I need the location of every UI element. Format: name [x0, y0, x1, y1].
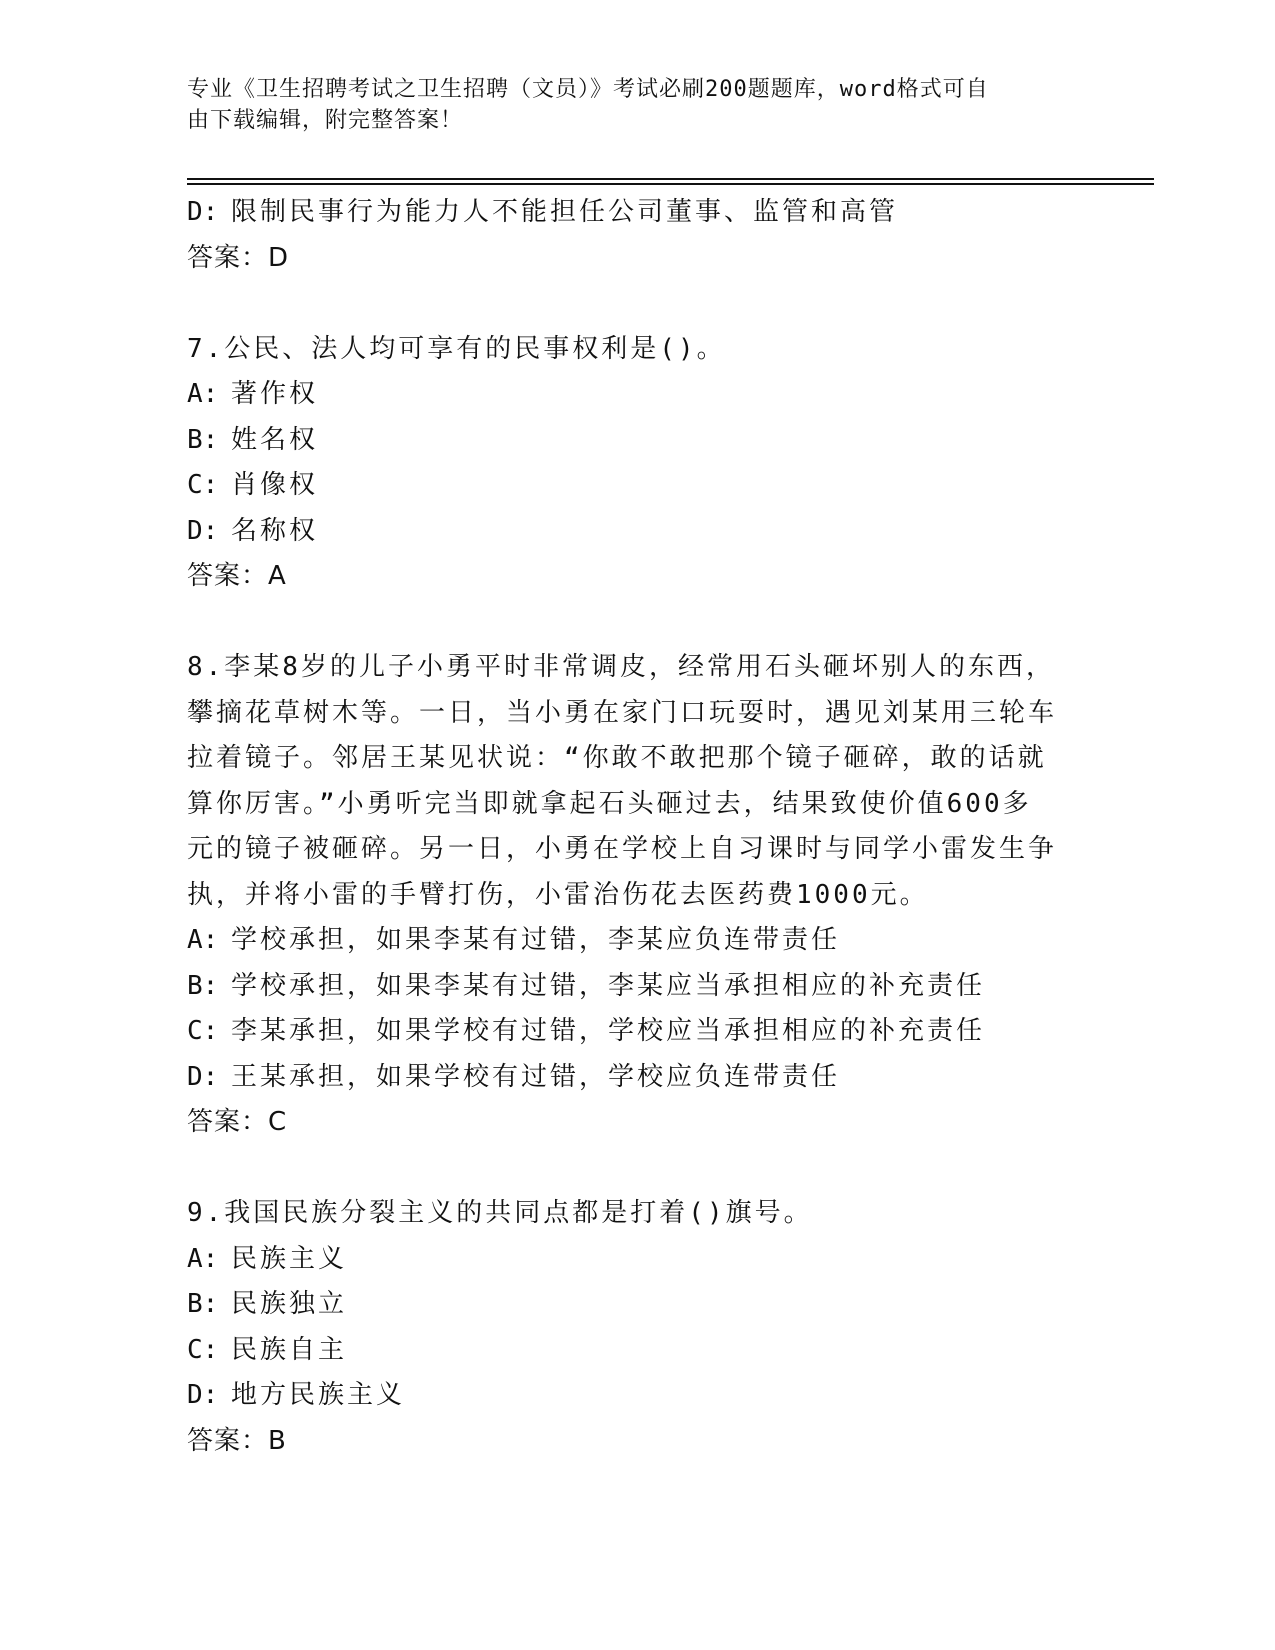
- spacer: [187, 600, 1087, 646]
- header-rule-top: [187, 178, 1154, 180]
- q8-option-b: [187, 964, 1087, 1010]
- option-text: 民族主义: [231, 1243, 348, 1274]
- option-text: 姓名权: [231, 424, 319, 455]
- q7-answer: 答案：A: [187, 561, 287, 591]
- option-text: 著作权: [231, 379, 319, 409]
- option-key: B:: [187, 424, 219, 455]
- option-text: 王某承担，如果学校有过错，学校应负连带责任: [231, 1061, 841, 1092]
- q7-option-d: [187, 509, 1087, 555]
- q8-stem-line: 执，并将小雷的手臂打伤，小雷治伤花去医药费1000元。: [187, 879, 929, 910]
- option-key: D:: [187, 1061, 219, 1092]
- q7-stem: 7.公民、法人均可享有的民事权利是()。: [187, 333, 726, 364]
- option-text: 学校承担，如果李某有过错，李某应负连带责任: [231, 925, 841, 955]
- option-text: 名称权: [231, 515, 319, 546]
- q8-option-c: [187, 1009, 1087, 1055]
- spacer: [187, 1146, 1087, 1192]
- option-key: D:: [187, 1380, 219, 1410]
- q9-option-d: [187, 1373, 1087, 1419]
- q9-answer: 答案：B: [187, 1425, 287, 1456]
- q9-option-b: [187, 1282, 1087, 1328]
- q7-option-c: [187, 463, 1087, 509]
- q9-option-a: [187, 1237, 1087, 1283]
- document-header: [187, 74, 1067, 136]
- option-text: 民族自主: [231, 1334, 348, 1365]
- option-key: B:: [187, 1289, 219, 1319]
- option-key: C:: [187, 1334, 219, 1365]
- header-line-1: 专业《卫生招聘考试之卫生招聘（文员）》考试必刷200题题库，word格式可自: [187, 77, 989, 102]
- q6-option-d: [187, 190, 1087, 236]
- q9-option-c: [187, 1328, 1087, 1374]
- option-key: D:: [187, 197, 219, 227]
- option-key: B:: [187, 970, 219, 1001]
- q7-option-b: [187, 418, 1087, 464]
- option-key: A:: [187, 379, 219, 409]
- q9-stem: 9.我国民族分裂主义的共同点都是打着()旗号。: [187, 1198, 813, 1228]
- option-text: 肖像权: [231, 470, 319, 500]
- option-text: 民族独立: [231, 1289, 348, 1319]
- q8-option-d: [187, 1055, 1087, 1101]
- option-text: 李某承担，如果学校有过错，学校应当承担相应的补充责任: [231, 1016, 986, 1046]
- q8-stem-line: 8.李某8岁的儿子小勇平时非常调皮，经常用石头砸坏别人的东西，: [187, 652, 1055, 682]
- q8-option-a: [187, 918, 1087, 964]
- option-text: 地方民族主义: [231, 1380, 406, 1410]
- option-key: C:: [187, 1016, 219, 1046]
- option-text: 学校承担，如果李某有过错，李某应当承担相应的补充责任: [231, 970, 986, 1001]
- q8-stem-line: 算你厉害。”小勇听完当即就拿起石头砸过去，结果致使价值600多: [187, 788, 1032, 819]
- q8-stem-line: 攀摘花草树木等。一日，当小勇在家门口玩耍时，遇见刘某用三轮车: [187, 697, 1058, 728]
- q8-stem-line: 拉着镜子。邻居王某见状说：“你敢不敢把那个镜子砸碎，敢的话就: [187, 743, 1047, 773]
- header-rule-bottom: [187, 183, 1154, 185]
- option-key: A:: [187, 1243, 219, 1274]
- option-key: D:: [187, 515, 219, 546]
- document-body: [187, 190, 1087, 1464]
- option-key: A:: [187, 925, 219, 955]
- option-key: C:: [187, 470, 219, 500]
- option-text: 限制民事行为能力人不能担任公司董事、监管和高管: [231, 197, 899, 227]
- q8-stem-line: 元的镜子被砸碎。另一日，小勇在学校上自习课时与同学小雷发生争: [187, 834, 1058, 864]
- header-line-2: 由下载编辑，附完整答案！: [187, 108, 464, 133]
- q7-option-a: [187, 372, 1087, 418]
- spacer: [187, 281, 1087, 327]
- q8-answer: 答案：C: [187, 1107, 288, 1137]
- q6-answer: 答案：D: [187, 242, 290, 273]
